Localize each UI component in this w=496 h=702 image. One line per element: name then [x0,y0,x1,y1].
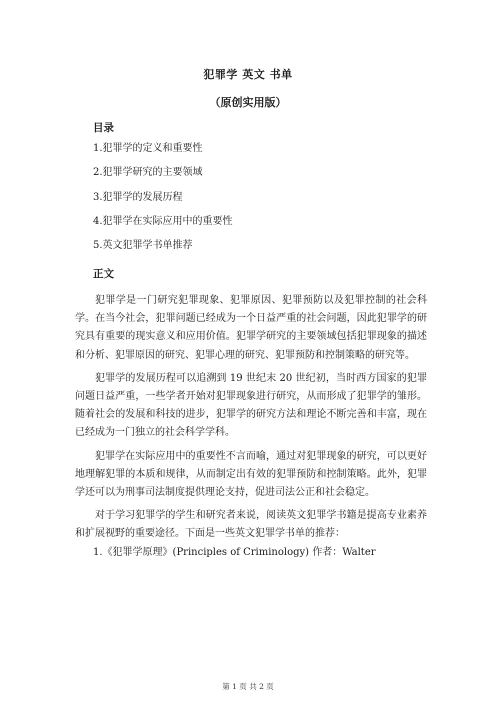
document-subtitle: （原创实用版） [209,96,287,109]
body-heading: 正文 [93,268,114,280]
toc-item: 1.犯罪学的定义和重要性 [93,143,203,154]
body-paragraph: 犯罪学在实际应用中的重要性不言而喻，通过对犯罪现象的研究，可以更好地理解犯罪的本质和规律，从而制定出有效的犯罪预防和控制策略。此外，犯罪学还可以为刑事司法制度提供理论支持，促进司法公正和社会稳定。 [75,450,427,499]
toc-item: 4.犯罪学在实际应用中的重要性 [93,215,233,227]
toc-item: 5.英文犯罪学书单推荐 [93,240,193,252]
toc-item: 2.犯罪学研究的主要领域 [93,167,203,179]
body-content [75,292,427,562]
page-footer: 第 1 页 共 2 页 [222,682,274,691]
body-paragraph: 对于学习犯罪学的学生和研究者来说，阅读英文犯罪学书籍是提高专业素养和扩展视野的重要途径。下面是一些英文犯罪学书单的推荐： [75,510,427,540]
table-of-contents [93,143,233,264]
toc-item: 3.犯罪学的发展历程 [93,191,183,203]
body-paragraph: 犯罪学的发展历程可以追溯到 19 世纪末 20 世纪初，当时西方国家的犯罪问题日益严重，一些学者开始对犯罪现象进行研究，从而形成了犯罪学的雏形。随着社会的发展和科技的进步，犯罪学的研究方法和理论不断完善和丰富，现在已经成为一门独立的社会科学学科。 [75,372,427,439]
book-list-item: 1.《犯罪学原理》(Principles of Criminology) 作者：Walter [93,546,376,558]
toc-heading: 目录 [93,122,114,134]
document-title: 犯罪学 英文 书单 [203,68,293,81]
body-paragraph: 犯罪学是一门研究犯罪现象、犯罪原因、犯罪预防以及犯罪控制的社会科学。在当今社会，犯罪问题已经成为一个日益严重的社会问题，因此犯罪学的研究具有重要的现实意义和应用价值。犯罪学研究的主要领域包括犯罪现象的描述和分析、犯罪原因的研究、犯罪心理的研究、犯罪预防和控制策略的研究等。 [75,295,427,361]
